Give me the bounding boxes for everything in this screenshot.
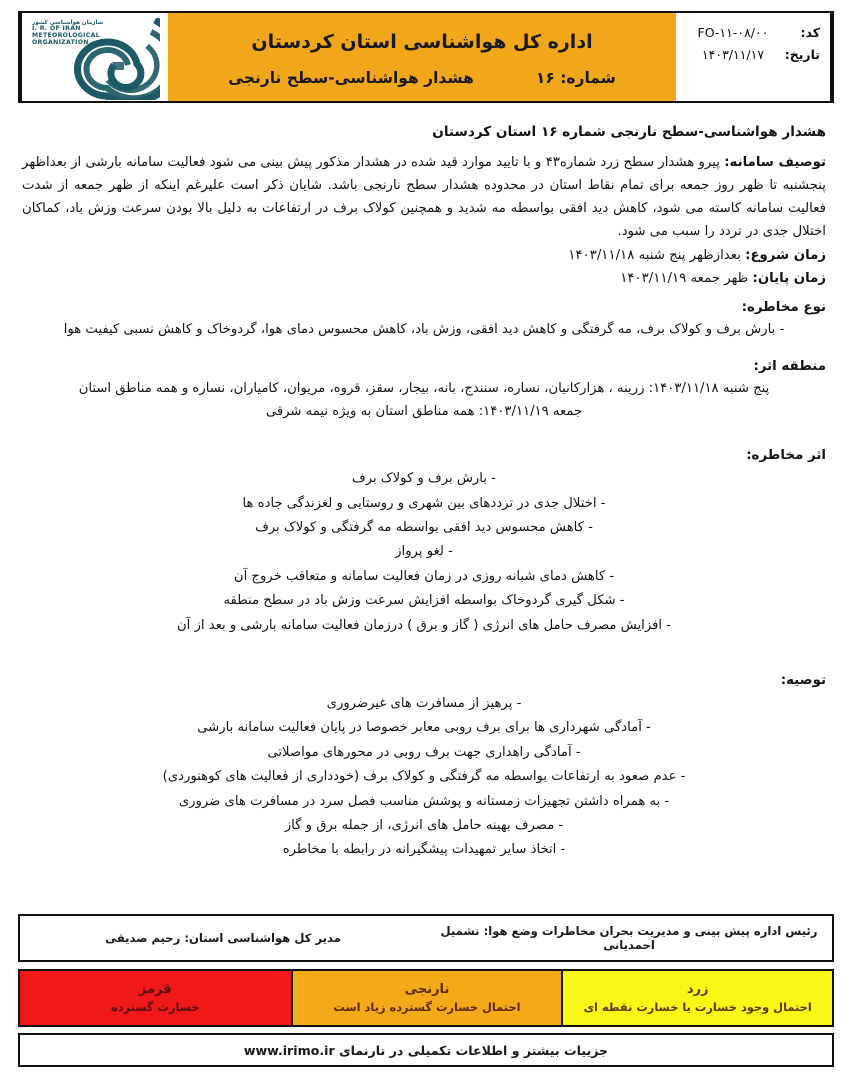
warning-document-page <box>0 11 852 1091</box>
recommendation-item: - پرهیز از مسافرت های غیرضروری <box>326 695 522 711</box>
start-time-row <box>22 245 826 268</box>
system-description-paragraph <box>22 152 826 243</box>
header-meta-block <box>676 13 832 101</box>
end-time-value: ظهر جمعه ۱۴۰۳/۱۱/۱۹ <box>620 271 749 287</box>
code-row <box>686 25 820 40</box>
start-time-value: بعدازظهر پنج شنبه ۱۴۰۳/۱۱/۱۸ <box>568 248 741 264</box>
legend-red-name: قرمز <box>138 982 172 997</box>
affected-area-item: جمعه ۱۴۰۳/۱۱/۱۹: همه مناطق استان به ویژه نیمه شرقی <box>265 403 583 419</box>
legend-orange-name: نارنجی <box>404 982 450 997</box>
hazard-effect-item: - شکل گیری گردوخاک بواسطه افزایش سرعت وزش باد در سطح منطقه <box>223 593 625 609</box>
legend-yellow-name: زرد <box>686 982 709 997</box>
logo-line-fa: سازمان هواشناسی کشور <box>32 20 104 26</box>
director-role-label: مدیر کل هواشناسی استان: <box>184 931 341 945</box>
hazard-type-heading: نوع مخاطره: <box>741 300 826 316</box>
severity-legend <box>18 969 834 1027</box>
recommendation-item: - مصرف بهینه حامل های انرژی، از جمله برق و گاز <box>284 817 564 833</box>
forecaster-role-label: رئیس اداره پیش بینی و مدیریت بحران مخاطرات وضع هوا: <box>483 924 818 938</box>
hazard-effect-item: - لغو پرواز <box>395 544 453 560</box>
warning-level-label: هشدار هواشناسی-سطح نارنجی <box>228 69 474 87</box>
footer-url[interactable]: www.irimo.ir <box>243 1042 335 1058</box>
date-row <box>686 47 820 62</box>
hazard-effect-item: - کاهش محسوس دید افقی بواسطه مه گرفتگی و کولاک برف <box>255 520 593 536</box>
footer-text: جزییات بیشتر و اطلاعات تکمیلی در تارنمای <box>339 1042 609 1058</box>
warning-number: شماره: ۱۶ <box>535 69 616 87</box>
hazard-type-item: - بارش برف و کولاک برف، مه گرفتگی و کاهش دید افقی، وزش باد، کاهش محسوس دمای هوا، گردوخاک و کاهش نسبی کیفیت هوا <box>63 321 785 337</box>
logo-line-1: I. R. OF IRAN <box>32 25 81 33</box>
recommendation-item: - عدم صعود به ارتفاعات بواسطه مه گرفتگی و کولاک برف (خودداری از فعالیت های کوهنوردی) <box>162 769 686 785</box>
date-value: ۱۴۰۳/۱۱/۱۷ <box>701 47 765 62</box>
logo-text-block <box>32 20 103 47</box>
organization-title: اداره کل هواشناسی استان کردستان <box>251 31 593 53</box>
hazard-effect-item: - کاهش دمای شبانه روزی در زمان فعالیت سامانه و متعاقب خروج آن <box>233 568 615 584</box>
organization-logo <box>20 13 168 101</box>
start-time-label: زمان شروع: <box>745 248 826 264</box>
document-footer <box>18 1033 834 1067</box>
legend-red-description: خسارت گسترده <box>111 1000 200 1014</box>
hazard-effect-item: - بارش برف و کولاک برف <box>352 471 496 487</box>
recommendation-item: - اتخاذ سایر تمهیدات پیشگیرانه در رابطه با مخاطره <box>282 842 566 858</box>
date-label: تاریخ: <box>784 47 820 62</box>
recommendation-item: - آمادگی راهداری جهت برف روبی در محورهای مواصلاتی <box>267 744 581 760</box>
affected-area-item: پنج شنبه ۱۴۰۳/۱۱/۱۸: زرینه ، هزارکانیان، نساره، سنندج، بانه، بیجار، سقز، قروه، مریوان، کامیاران، نساره و همه مناطق استان <box>78 380 770 396</box>
signature-box <box>18 914 834 962</box>
document-body <box>18 121 834 863</box>
director-signature <box>20 931 426 945</box>
legend-yellow-description: احتمال وجود خسارت یا خسارت نقطه ای <box>583 1000 812 1014</box>
header-title-band <box>168 13 676 101</box>
legend-orange-description: احتمال خسارت گسترده زیاد است <box>333 1000 521 1014</box>
logo-line-2: METEOROLOGICAL <box>32 32 100 40</box>
forecaster-name: نشمیل احمدیانی <box>440 924 655 952</box>
document-header <box>18 11 834 103</box>
forecaster-signature <box>426 924 832 952</box>
system-description-text: پیرو هشدار سطح زرد شماره۴۳ و با تایید موارد قید شده در هشدار مذکور پیش بینی می شود فعالیت سامانه بارشی از بعداظهر پنجشنبه تا ظهر روز جمعه برای تمام نقاط استان در محدوده هشدار سطح نارنجی باشد. شایان ذکر است علیرغم اینکه از ظهر جمعه از شدت فعالیت سامانه کاسته می شود، کاهش دید افقی بواسطه مه شدید و همچنین کولاک برف در ارتفاعات به دلیل بالا بودن سرعت وزش باد، کماکان اختلال جدی در تردد را سبب می شود. <box>22 155 826 239</box>
end-time-row <box>22 268 826 291</box>
recommendation-heading: توصیه: <box>780 673 826 689</box>
header-subtitle-row <box>182 69 662 87</box>
legend-level-orange <box>291 971 562 1025</box>
hazard-effect-heading: اثر مخاطره: <box>746 448 826 464</box>
system-description-label: توصیف سامانه: <box>724 155 826 171</box>
legend-level-red <box>20 971 291 1025</box>
code-label: کد: <box>800 25 820 40</box>
recommendation-item: - به همراه داشتن تجهیزات زمستانه و پوشش مناسب فصل سرد در مسافرت های ضروری <box>178 793 670 809</box>
director-name: رحیم صدیقی <box>105 931 181 945</box>
logo-line-3: ORGANIZATION <box>32 39 89 47</box>
end-time-label: زمان پایان: <box>752 271 826 287</box>
hazard-effect-item: - اختلال جدی در ترددهای بین شهری و روستایی و لغزندگی جاده ها <box>242 495 606 511</box>
code-value: FO-۱۱-۰۸/۰۰ <box>697 25 769 40</box>
legend-level-yellow <box>561 971 832 1025</box>
recommendation-item: - آمادگی شهرداری ها برای برف روبی معابر خصوصا در پایان فعالیت سامانه بارشی <box>197 720 651 736</box>
document-title: هشدار هواشناسی-سطح نارنجی شماره ۱۶ استان کردستان <box>432 124 826 140</box>
hazard-effect-item: - افزایش مصرف حامل های انرژی ( گاز و برق ) درزمان فعالیت سامانه بارشی و بعد از آن <box>176 617 672 633</box>
affected-area-heading: منطقه اثر: <box>753 358 826 374</box>
